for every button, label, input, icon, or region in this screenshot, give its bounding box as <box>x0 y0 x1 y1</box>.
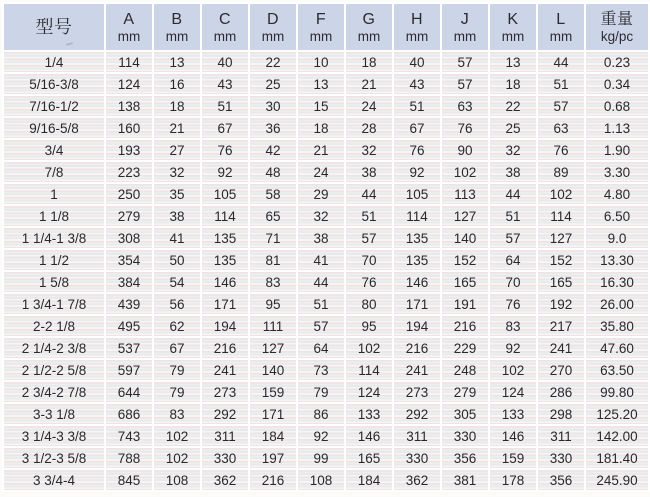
value-cell: 124 <box>346 382 392 402</box>
value-cell: 165 <box>346 448 392 468</box>
value-cell: 76 <box>346 272 392 292</box>
weight-cell: 6.50 <box>586 206 648 226</box>
weight-cell: 0.34 <box>586 74 648 94</box>
model-cell: 1 5/8 <box>4 272 104 292</box>
value-cell: 743 <box>106 426 152 446</box>
value-cell: 330 <box>538 448 584 468</box>
value-cell: 160 <box>106 118 152 138</box>
value-cell: 124 <box>106 74 152 94</box>
value-cell: 57 <box>442 74 488 94</box>
value-cell: 38 <box>346 162 392 182</box>
value-cell: 32 <box>346 140 392 160</box>
value-cell: 439 <box>106 294 152 314</box>
weight-cell: 0.23 <box>586 52 648 72</box>
weight-cell: 13.30 <box>586 250 648 270</box>
column-header-b <box>154 4 200 50</box>
weight-cell: 47.60 <box>586 338 648 358</box>
value-cell: 83 <box>154 404 200 424</box>
value-cell: 79 <box>298 382 344 402</box>
model-cell: 2-2 1/8 <box>4 316 104 336</box>
value-cell: 22 <box>250 52 296 72</box>
value-cell: 114 <box>202 206 248 226</box>
table-row <box>4 426 648 446</box>
value-cell: 76 <box>202 140 248 160</box>
value-cell: 241 <box>538 338 584 358</box>
value-cell: 21 <box>346 74 392 94</box>
table-header <box>4 4 648 50</box>
model-cell: 7/16-1/2 <box>4 96 104 116</box>
value-cell: 171 <box>250 404 296 424</box>
model-cell: 1 1/2 <box>4 250 104 270</box>
column-label: F <box>315 10 327 28</box>
column-label: A <box>123 10 135 28</box>
value-cell: 67 <box>154 338 200 358</box>
model-cell: 3 1/4-3 3/8 <box>4 426 104 446</box>
value-cell: 44 <box>346 184 392 204</box>
value-cell: 57 <box>538 96 584 116</box>
value-cell: 279 <box>106 206 152 226</box>
value-cell: 197 <box>250 448 296 468</box>
weight-cell: 1.13 <box>586 118 648 138</box>
value-cell: 537 <box>106 338 152 358</box>
value-cell: 184 <box>346 470 392 490</box>
value-cell: 138 <box>106 96 152 116</box>
value-cell: 63 <box>538 118 584 138</box>
value-cell: 38 <box>298 228 344 248</box>
value-cell: 194 <box>394 316 440 336</box>
value-cell: 133 <box>346 404 392 424</box>
value-cell: 216 <box>202 338 248 358</box>
header-row <box>4 4 648 50</box>
value-cell: 38 <box>490 162 536 182</box>
value-cell: 95 <box>250 294 296 314</box>
weight-cell: 9.0 <box>586 228 648 248</box>
column-unit: mm <box>405 28 429 44</box>
value-cell: 36 <box>250 118 296 138</box>
value-cell: 57 <box>298 316 344 336</box>
value-cell: 41 <box>298 250 344 270</box>
value-cell: 105 <box>394 184 440 204</box>
value-cell: 38 <box>154 206 200 226</box>
value-cell: 330 <box>394 448 440 468</box>
value-cell: 250 <box>106 184 152 204</box>
value-cell: 686 <box>106 404 152 424</box>
value-cell: 18 <box>298 118 344 138</box>
value-cell: 10 <box>298 52 344 72</box>
value-cell: 229 <box>442 338 488 358</box>
value-cell: 171 <box>394 294 440 314</box>
value-cell: 273 <box>394 382 440 402</box>
model-cell: 3/4 <box>4 140 104 160</box>
model-cell: 5/16-3/8 <box>4 74 104 94</box>
column-header-d <box>250 4 296 50</box>
value-cell: 43 <box>202 74 248 94</box>
column-header-g <box>346 4 392 50</box>
value-cell: 51 <box>298 294 344 314</box>
table-row <box>4 316 648 336</box>
table-row <box>4 52 648 72</box>
value-cell: 644 <box>106 382 152 402</box>
value-cell: 35 <box>154 184 200 204</box>
value-cell: 86 <box>298 404 344 424</box>
value-cell: 65 <box>250 206 296 226</box>
value-cell: 356 <box>538 470 584 490</box>
column-label: G <box>362 10 376 28</box>
value-cell: 495 <box>106 316 152 336</box>
value-cell: 90 <box>442 140 488 160</box>
value-cell: 29 <box>298 184 344 204</box>
column-unit: mm <box>261 28 285 44</box>
table-row <box>4 382 648 402</box>
value-cell: 124 <box>490 382 536 402</box>
value-cell: 356 <box>442 448 488 468</box>
value-cell: 40 <box>394 52 440 72</box>
value-cell: 83 <box>250 272 296 292</box>
value-cell: 92 <box>490 338 536 358</box>
value-cell: 21 <box>298 140 344 160</box>
value-cell: 27 <box>154 140 200 160</box>
value-cell: 80 <box>346 294 392 314</box>
value-cell: 140 <box>442 228 488 248</box>
value-cell: 273 <box>202 382 248 402</box>
model-cell: 2 1/2-2 5/8 <box>4 360 104 380</box>
value-cell: 305 <box>442 404 488 424</box>
value-cell: 279 <box>442 382 488 402</box>
value-cell: 127 <box>442 206 488 226</box>
value-cell: 102 <box>346 338 392 358</box>
value-cell: 32 <box>298 206 344 226</box>
value-cell: 194 <box>202 316 248 336</box>
column-unit: mm <box>549 28 573 44</box>
value-cell: 51 <box>538 74 584 94</box>
value-cell: 22 <box>490 96 536 116</box>
value-cell: 108 <box>154 470 200 490</box>
weight-cell: 99.80 <box>586 382 648 402</box>
value-cell: 381 <box>442 470 488 490</box>
column-label: 重量 <box>600 10 634 28</box>
value-cell: 32 <box>154 162 200 182</box>
model-cell: 1 1/4-1 3/8 <box>4 228 104 248</box>
table-row <box>4 206 648 226</box>
model-cell: 3-3 1/8 <box>4 404 104 424</box>
value-cell: 159 <box>490 448 536 468</box>
value-cell: 76 <box>490 294 536 314</box>
table-row <box>4 294 648 314</box>
value-cell: 152 <box>442 250 488 270</box>
value-cell: 140 <box>250 360 296 380</box>
value-cell: 788 <box>106 448 152 468</box>
value-cell: 21 <box>154 118 200 138</box>
model-cell: 7/8 <box>4 162 104 182</box>
weight-cell: 142.00 <box>586 426 648 446</box>
weight-cell: 125.20 <box>586 404 648 424</box>
value-cell: 362 <box>202 470 248 490</box>
value-cell: 13 <box>490 52 536 72</box>
table-row <box>4 140 648 160</box>
column-label: D <box>266 10 280 28</box>
value-cell: 28 <box>346 118 392 138</box>
column-header-f <box>298 4 344 50</box>
value-cell: 67 <box>394 118 440 138</box>
value-cell: 56 <box>154 294 200 314</box>
weight-cell: 35.80 <box>586 316 648 336</box>
column-label: L <box>556 10 566 28</box>
model-cell: 3 1/2-3 5/8 <box>4 448 104 468</box>
value-cell: 70 <box>490 272 536 292</box>
value-cell: 43 <box>394 74 440 94</box>
value-cell: 362 <box>394 470 440 490</box>
spec-table <box>2 2 650 492</box>
value-cell: 216 <box>442 316 488 336</box>
value-cell: 76 <box>394 140 440 160</box>
value-cell: 57 <box>346 228 392 248</box>
weight-cell: 16.30 <box>586 272 648 292</box>
column-header-l <box>538 4 584 50</box>
value-cell: 384 <box>106 272 152 292</box>
value-cell: 79 <box>154 382 200 402</box>
column-unit: mm <box>453 28 477 44</box>
value-cell: 298 <box>538 404 584 424</box>
value-cell: 845 <box>106 470 152 490</box>
table-row <box>4 162 648 182</box>
value-cell: 354 <box>106 250 152 270</box>
value-cell: 135 <box>202 250 248 270</box>
value-cell: 83 <box>490 316 536 336</box>
value-cell: 95 <box>346 316 392 336</box>
value-cell: 76 <box>442 118 488 138</box>
value-cell: 71 <box>250 228 296 248</box>
column-label: K <box>507 10 519 28</box>
table-row <box>4 184 648 204</box>
value-cell: 178 <box>490 470 536 490</box>
model-cell: 9/16-5/8 <box>4 118 104 138</box>
value-cell: 292 <box>202 404 248 424</box>
column-label: H <box>410 10 424 28</box>
value-cell: 133 <box>490 404 536 424</box>
column-label: B <box>171 10 183 28</box>
value-cell: 15 <box>298 96 344 116</box>
value-cell: 241 <box>202 360 248 380</box>
value-cell: 25 <box>490 118 536 138</box>
table-row <box>4 448 648 468</box>
column-unit: mm <box>309 28 333 44</box>
value-cell: 13 <box>298 74 344 94</box>
value-cell: 18 <box>154 96 200 116</box>
value-cell: 165 <box>442 272 488 292</box>
value-cell: 113 <box>442 184 488 204</box>
value-cell: 102 <box>154 448 200 468</box>
column-unit: mm <box>117 28 141 44</box>
value-cell: 24 <box>298 162 344 182</box>
weight-cell: 63.50 <box>586 360 648 380</box>
value-cell: 13 <box>154 52 200 72</box>
value-cell: 127 <box>250 338 296 358</box>
value-cell: 216 <box>250 470 296 490</box>
value-cell: 192 <box>538 294 584 314</box>
value-cell: 102 <box>538 184 584 204</box>
table-row <box>4 470 648 490</box>
value-cell: 70 <box>346 250 392 270</box>
value-cell: 241 <box>394 360 440 380</box>
value-cell: 135 <box>394 250 440 270</box>
value-cell: 330 <box>442 426 488 446</box>
model-cell: 1/4 <box>4 52 104 72</box>
value-cell: 44 <box>298 272 344 292</box>
value-cell: 191 <box>442 294 488 314</box>
table-row <box>4 338 648 358</box>
value-cell: 146 <box>202 272 248 292</box>
value-cell: 73 <box>298 360 344 380</box>
column-unit: mm <box>165 28 189 44</box>
value-cell: 50 <box>154 250 200 270</box>
column-unit: mm <box>213 28 237 44</box>
value-cell: 30 <box>250 96 296 116</box>
value-cell: 64 <box>298 338 344 358</box>
table-row <box>4 118 648 138</box>
value-cell: 308 <box>106 228 152 248</box>
model-cell: 1 <box>4 184 104 204</box>
value-cell: 165 <box>538 272 584 292</box>
value-cell: 16 <box>154 74 200 94</box>
value-cell: 62 <box>154 316 200 336</box>
value-cell: 63 <box>442 96 488 116</box>
value-cell: 58 <box>250 184 296 204</box>
value-cell: 217 <box>538 316 584 336</box>
column-unit: mm <box>501 28 525 44</box>
value-cell: 127 <box>538 228 584 248</box>
column-header-model <box>4 4 104 50</box>
table-row <box>4 74 648 94</box>
value-cell: 44 <box>490 184 536 204</box>
value-cell: 135 <box>202 228 248 248</box>
value-cell: 99 <box>298 448 344 468</box>
value-cell: 311 <box>538 426 584 446</box>
column-header-weight <box>586 4 648 50</box>
table-row <box>4 272 648 292</box>
table-row <box>4 360 648 380</box>
value-cell: 102 <box>490 360 536 380</box>
column-label: 型号 <box>35 17 73 37</box>
weight-cell: 245.90 <box>586 470 648 490</box>
column-unit: mm <box>357 28 381 44</box>
value-cell: 54 <box>154 272 200 292</box>
value-cell: 114 <box>394 206 440 226</box>
value-cell: 292 <box>394 404 440 424</box>
column-header-k <box>490 4 536 50</box>
value-cell: 184 <box>250 426 296 446</box>
model-cell: 1 3/4-1 7/8 <box>4 294 104 314</box>
weight-cell: 0.68 <box>586 96 648 116</box>
value-cell: 270 <box>538 360 584 380</box>
value-cell: 597 <box>106 360 152 380</box>
value-cell: 111 <box>250 316 296 336</box>
value-cell: 159 <box>250 382 296 402</box>
table-row <box>4 228 648 248</box>
value-cell: 51 <box>490 206 536 226</box>
value-cell: 51 <box>394 96 440 116</box>
weight-cell: 1.90 <box>586 140 648 160</box>
value-cell: 146 <box>490 426 536 446</box>
table-row <box>4 96 648 116</box>
value-cell: 76 <box>538 140 584 160</box>
column-header-h <box>394 4 440 50</box>
weight-cell: 26.00 <box>586 294 648 314</box>
value-cell: 24 <box>346 96 392 116</box>
model-cell: 3 3/4-4 <box>4 470 104 490</box>
value-cell: 40 <box>202 52 248 72</box>
value-cell: 44 <box>538 52 584 72</box>
value-cell: 18 <box>346 52 392 72</box>
value-cell: 92 <box>394 162 440 182</box>
value-cell: 102 <box>442 162 488 182</box>
value-cell: 32 <box>490 140 536 160</box>
value-cell: 223 <box>106 162 152 182</box>
model-cell: 1 1/8 <box>4 206 104 226</box>
value-cell: 114 <box>346 360 392 380</box>
value-cell: 248 <box>442 360 488 380</box>
value-cell: 57 <box>490 228 536 248</box>
value-cell: 311 <box>202 426 248 446</box>
value-cell: 114 <box>538 206 584 226</box>
column-label: J <box>460 10 470 28</box>
value-cell: 216 <box>394 338 440 358</box>
value-cell: 146 <box>394 272 440 292</box>
model-cell: 2 1/4-2 3/8 <box>4 338 104 358</box>
value-cell: 41 <box>154 228 200 248</box>
table-row <box>4 404 648 424</box>
table-row <box>4 250 648 270</box>
column-header-c <box>202 4 248 50</box>
value-cell: 51 <box>202 96 248 116</box>
value-cell: 18 <box>490 74 536 94</box>
value-cell: 25 <box>250 74 296 94</box>
value-cell: 51 <box>346 206 392 226</box>
column-label: C <box>218 10 232 28</box>
weight-cell: 4.80 <box>586 184 648 204</box>
weight-cell: 181.40 <box>586 448 648 468</box>
value-cell: 57 <box>442 52 488 72</box>
value-cell: 89 <box>538 162 584 182</box>
value-cell: 81 <box>250 250 296 270</box>
value-cell: 311 <box>394 426 440 446</box>
value-cell: 146 <box>346 426 392 446</box>
value-cell: 330 <box>202 448 248 468</box>
column-unit: kg/pc <box>600 28 634 44</box>
column-header-j <box>442 4 488 50</box>
value-cell: 114 <box>106 52 152 72</box>
value-cell: 48 <box>250 162 296 182</box>
table-body <box>4 52 648 490</box>
value-cell: 135 <box>394 228 440 248</box>
value-cell: 92 <box>298 426 344 446</box>
model-cell: 2 3/4-2 7/8 <box>4 382 104 402</box>
value-cell: 64 <box>490 250 536 270</box>
value-cell: 42 <box>250 140 296 160</box>
value-cell: 193 <box>106 140 152 160</box>
value-cell: 105 <box>202 184 248 204</box>
value-cell: 108 <box>298 470 344 490</box>
value-cell: 286 <box>538 382 584 402</box>
value-cell: 79 <box>154 360 200 380</box>
value-cell: 171 <box>202 294 248 314</box>
column-header-a <box>106 4 152 50</box>
value-cell: 92 <box>202 162 248 182</box>
weight-cell: 3.30 <box>586 162 648 182</box>
value-cell: 102 <box>154 426 200 446</box>
value-cell: 152 <box>538 250 584 270</box>
value-cell: 67 <box>202 118 248 138</box>
